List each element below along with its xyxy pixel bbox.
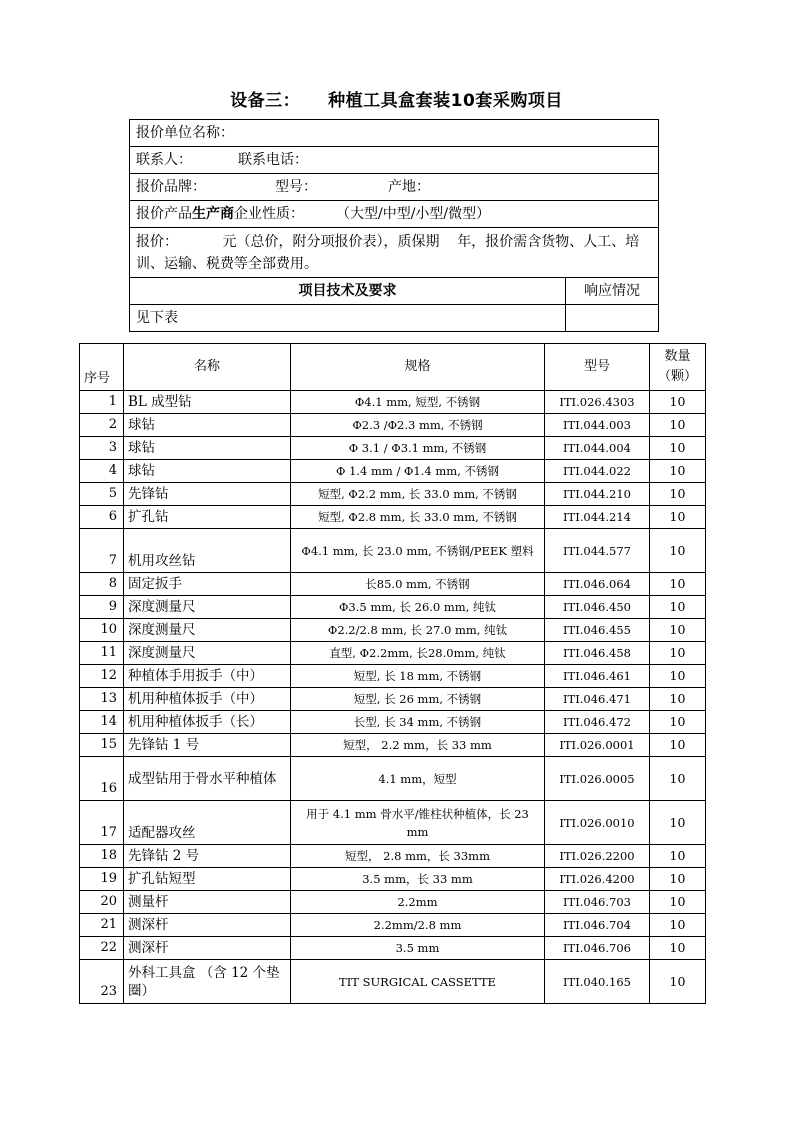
row-name: 适配器攻丝 <box>124 801 291 845</box>
producer-row <box>130 201 659 228</box>
row-qty: 10 <box>650 914 706 937</box>
row-qty: 10 <box>650 596 706 619</box>
row-index: 16 <box>80 757 124 801</box>
row-qty: 10 <box>650 506 706 529</box>
row-model: ITI.026.4200 <box>545 868 650 891</box>
row-index: 15 <box>80 734 124 757</box>
page-title <box>0 86 793 111</box>
row-spec: 短型, Φ2.8 mm, 长 33.0 mm, 不锈钢 <box>291 506 545 529</box>
qty-header: 数量（颗） <box>650 344 706 391</box>
row-model: ITI.044.210 <box>545 483 650 506</box>
unit-label[interactable]: 报价单位名称： <box>130 120 659 147</box>
row-qty: 10 <box>650 619 706 642</box>
row-qty: 10 <box>650 960 706 1004</box>
row-model: ITI.044.214 <box>545 506 650 529</box>
row-qty: 10 <box>650 937 706 960</box>
model-label: 型号： <box>275 179 317 195</box>
row-spec: 用于 4.1 mm 骨水平/锥柱状种植体，长 23 mm <box>291 801 545 845</box>
table-row <box>80 937 706 960</box>
row-index: 20 <box>80 891 124 914</box>
row-index: 17 <box>80 801 124 845</box>
row-qty: 10 <box>650 711 706 734</box>
row-name: 深度测量尺 <box>124 596 291 619</box>
row-name: 先锋钻 2 号 <box>124 845 291 868</box>
row-qty: 10 <box>650 757 706 801</box>
row-spec: 直型, Φ2.2mm, 长28.0mm, 纯钛 <box>291 642 545 665</box>
table-row <box>80 845 706 868</box>
row-spec: TIT SURGICAL CASSETTE <box>291 960 545 1004</box>
row-index: 18 <box>80 845 124 868</box>
row-index: 10 <box>80 619 124 642</box>
row-name: 球钻 <box>124 414 291 437</box>
row-model: ITI.046.455 <box>545 619 650 642</box>
table-row <box>80 757 706 801</box>
row-spec: 2.2mm/2.8 mm <box>291 914 545 937</box>
row-name: 测量杆 <box>124 891 291 914</box>
row-index: 23 <box>80 960 124 1004</box>
row-qty: 10 <box>650 688 706 711</box>
row-spec: Φ 1.4 mm / Φ1.4 mm, 不锈钢 <box>291 460 545 483</box>
row-name: 球钻 <box>124 437 291 460</box>
row-name: 先锋钻 <box>124 483 291 506</box>
table-row <box>80 665 706 688</box>
row-spec: Φ2.3 /Φ2.3 mm, 不锈钢 <box>291 414 545 437</box>
contact-label: 联系人： <box>136 152 192 168</box>
table-row <box>80 914 706 937</box>
row-qty: 10 <box>650 801 706 845</box>
row-qty: 10 <box>650 460 706 483</box>
table-row <box>80 868 706 891</box>
row-spec: 短型， 2.8 mm，长 33mm <box>291 845 545 868</box>
row-index: 1 <box>80 391 124 414</box>
row-index: 13 <box>80 688 124 711</box>
row-qty: 10 <box>650 642 706 665</box>
requirements-header: 项目技术及要求 <box>130 278 566 305</box>
origin-label: 产地： <box>388 179 430 195</box>
row-name: 深度测量尺 <box>124 619 291 642</box>
row-qty: 10 <box>650 665 706 688</box>
row-model: ITI.044.003 <box>545 414 650 437</box>
row-index: 5 <box>80 483 124 506</box>
row-spec: Φ4.1 mm, 长 23.0 mm, 不锈钢/PEEK 塑料 <box>291 529 545 573</box>
see-below-text: 见下表 <box>130 305 566 332</box>
row-qty: 10 <box>650 529 706 573</box>
row-model: ITI.040.165 <box>545 960 650 1004</box>
table-row <box>80 711 706 734</box>
row-model: ITI.026.0010 <box>545 801 650 845</box>
row-name: 测深杆 <box>124 937 291 960</box>
table-row <box>80 734 706 757</box>
row-spec: 短型, 长 18 mm, 不锈钢 <box>291 665 545 688</box>
row-index: 19 <box>80 868 124 891</box>
row-model: ITI.046.472 <box>545 711 650 734</box>
row-index: 11 <box>80 642 124 665</box>
row-name: 先锋钻 1 号 <box>124 734 291 757</box>
table-row <box>80 460 706 483</box>
row-name: 固定扳手 <box>124 573 291 596</box>
row-qty: 10 <box>650 437 706 460</box>
row-spec: 3.5 mm，长 33 mm <box>291 868 545 891</box>
table-row <box>80 483 706 506</box>
row-name: 成型钻用于骨水平种植体 <box>124 757 291 801</box>
table-row <box>80 391 706 414</box>
row-name: 种植体手用扳手（中） <box>124 665 291 688</box>
table-row <box>80 529 706 573</box>
contact-row <box>130 147 659 174</box>
table-row <box>80 619 706 642</box>
producer-bold: 生产商 <box>192 206 234 222</box>
row-qty: 10 <box>650 734 706 757</box>
row-spec: 短型， 2.2 mm，长 33 mm <box>291 734 545 757</box>
unit-row <box>130 120 659 147</box>
row-model: ITI.026.0005 <box>545 757 650 801</box>
table-row <box>80 437 706 460</box>
response-cell[interactable] <box>566 305 659 332</box>
phone-label: 联系电话： <box>238 152 308 168</box>
row-name: 测深杆 <box>124 914 291 937</box>
row-spec: Φ 3.1 / Φ3.1 mm, 不锈钢 <box>291 437 545 460</box>
table-row <box>80 596 706 619</box>
row-spec: 短型, 长 26 mm, 不锈钢 <box>291 688 545 711</box>
row-model: ITI.026.4303 <box>545 391 650 414</box>
row-index: 21 <box>80 914 124 937</box>
items-table <box>79 343 706 1004</box>
index-header: 序号 <box>80 344 124 391</box>
model-header: 型号 <box>545 344 650 391</box>
table-row <box>80 414 706 437</box>
name-header: 名称 <box>124 344 291 391</box>
row-spec: Φ3.5 mm, 长 26.0 mm, 纯钛 <box>291 596 545 619</box>
requirements-header-row <box>130 278 659 305</box>
producer-options: （大型/中型/小型/微型） <box>336 206 491 222</box>
items-header-row <box>80 344 706 391</box>
title-prefix: 设备三： <box>230 91 301 111</box>
row-spec: Φ2.2/2.8 mm, 长 27.0 mm, 纯钛 <box>291 619 545 642</box>
row-qty: 10 <box>650 845 706 868</box>
response-header: 响应情况 <box>566 278 659 305</box>
row-model: ITI.044.577 <box>545 529 650 573</box>
row-model: ITI.026.2200 <box>545 845 650 868</box>
producer-suffix: 企业性质： <box>234 206 304 222</box>
row-model: ITI.026.0001 <box>545 734 650 757</box>
see-below-row <box>130 305 659 332</box>
row-model: ITI.044.022 <box>545 460 650 483</box>
row-name: 机用种植体扳手（中） <box>124 688 291 711</box>
row-model: ITI.046.704 <box>545 914 650 937</box>
row-name: 机用攻丝钻 <box>124 529 291 573</box>
quote-info-table <box>129 119 659 332</box>
row-spec: 长85.0 mm, 不锈钢 <box>291 573 545 596</box>
row-index: 4 <box>80 460 124 483</box>
row-index: 14 <box>80 711 124 734</box>
row-spec: Φ4.1 mm, 短型, 不锈钢 <box>291 391 545 414</box>
row-model: ITI.046.064 <box>545 573 650 596</box>
row-model: ITI.046.461 <box>545 665 650 688</box>
table-row <box>80 891 706 914</box>
row-spec: 3.5 mm <box>291 937 545 960</box>
row-spec: 4.1 mm，短型 <box>291 757 545 801</box>
table-row <box>80 960 706 1004</box>
row-name: 球钻 <box>124 460 291 483</box>
producer-prefix: 报价产品 <box>136 206 192 222</box>
brand-row <box>130 174 659 201</box>
row-model: ITI.046.471 <box>545 688 650 711</box>
row-index: 2 <box>80 414 124 437</box>
row-qty: 10 <box>650 868 706 891</box>
row-model: ITI.046.706 <box>545 937 650 960</box>
row-index: 3 <box>80 437 124 460</box>
row-model: ITI.046.450 <box>545 596 650 619</box>
table-row <box>80 801 706 845</box>
row-name: 机用种植体扳手（长） <box>124 711 291 734</box>
row-index: 8 <box>80 573 124 596</box>
row-spec: 2.2mm <box>291 891 545 914</box>
row-model: ITI.044.004 <box>545 437 650 460</box>
spec-header: 规格 <box>291 344 545 391</box>
row-model: ITI.046.703 <box>545 891 650 914</box>
table-row <box>80 573 706 596</box>
row-spec: 短型, Φ2.2 mm, 长 33.0 mm, 不锈钢 <box>291 483 545 506</box>
title-main: 种植工具盒套装10套采购项目 <box>328 91 563 111</box>
row-name: BL 成型钻 <box>124 391 291 414</box>
row-qty: 10 <box>650 573 706 596</box>
row-index: 12 <box>80 665 124 688</box>
row-qty: 10 <box>650 483 706 506</box>
price-row <box>130 228 659 278</box>
table-row <box>80 506 706 529</box>
row-index: 6 <box>80 506 124 529</box>
table-row <box>80 688 706 711</box>
row-name: 外科工具盒 （含 12 个垫圈） <box>124 960 291 1004</box>
row-model: ITI.046.458 <box>545 642 650 665</box>
brand-label: 报价品牌： <box>136 179 206 195</box>
row-qty: 10 <box>650 891 706 914</box>
row-qty: 10 <box>650 414 706 437</box>
row-spec: 长型, 长 34 mm, 不锈钢 <box>291 711 545 734</box>
table-row <box>80 642 706 665</box>
row-qty: 10 <box>650 391 706 414</box>
price-text[interactable]: 报价： 元（总价，附分项报价表），质保期 年，报价需含货物、人工、培训、运输、税费等全部费用。 <box>130 228 659 278</box>
row-name: 扩孔钻短型 <box>124 868 291 891</box>
row-name: 深度测量尺 <box>124 642 291 665</box>
row-index: 9 <box>80 596 124 619</box>
row-index: 22 <box>80 937 124 960</box>
row-index: 7 <box>80 529 124 573</box>
row-name: 扩孔钻 <box>124 506 291 529</box>
